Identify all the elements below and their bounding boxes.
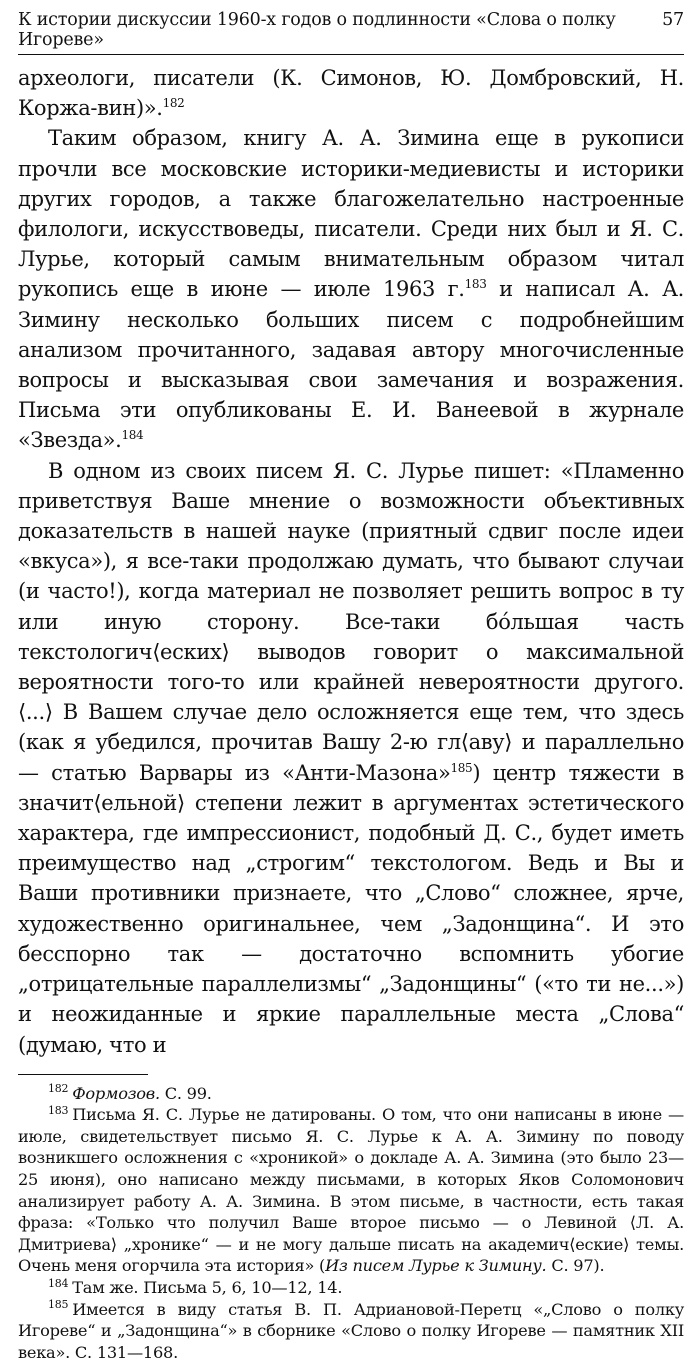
footnote-185-text: Имеется в виду статья В. П. Адриановой-Перетц «„Слово о полку Игореве“ и „Задонщина“» в сборнике «Слово о полку Игореве — памятник XII века». С. 131—168. <box>18 1299 684 1362</box>
footnote-ref-183[interactable]: 183 <box>464 277 487 292</box>
footnote-182-number: 182 <box>48 1082 69 1096</box>
paragraph-2 <box>18 123 684 455</box>
footnote-182-text: С. 99. <box>159 1083 212 1103</box>
footnote-ref-185[interactable]: 185 <box>450 760 473 775</box>
footnote-183-number: 183 <box>48 1103 69 1117</box>
footnote-ref-182[interactable]: 182 <box>162 96 185 111</box>
body-text <box>18 63 684 1060</box>
page-number: 57 <box>662 10 684 30</box>
footnotes <box>18 1083 684 1363</box>
running-head <box>18 10 684 55</box>
footnote-184 <box>18 1277 684 1299</box>
paragraph-2-text-b: и написал А. А. Зимину несколько больших писем с подробнейшим анализом прочитанного, задавая автору многочисленные вопросы и высказывая свои замечания и возражения. Письма эти опубликованы Е. И. Ванеевой в журнале «Звезда». <box>18 277 684 453</box>
footnote-183 <box>18 1104 684 1277</box>
footnote-ref-184[interactable]: 184 <box>121 428 144 443</box>
running-title: К истории дискуссии 1960-х годов о подлинности «Слова о полку Игореве» <box>18 10 616 50</box>
footnote-183-text: Письма Я. С. Лурье не датированы. О том, что они написаны в июне — июле, свидетельствует письмо Я. С. Лурье к А. А. Зимину по поводу возникшего осложнения с «хроникой» о докладе А. А. Зимина (это было 23—25 июня), оно написано между письмами, в которых Яков Соломонович анализирует работу А. А. Зимина. В этом письме, в частности, есть такая фраза: «Только что получил Ваше второе письмо — о Левиной ⟨Л. А. Дмитриева⟩ „хронике“ — и не могу дальше писать на академич⟨еские⟩ темы. Очень меня огорчила эта история» ( <box>18 1105 684 1276</box>
paragraph-2-text-a: Таким образом, книгу А. А. Зимина еще в рукописи прочли все московские историки-медиевисты и историки других городов, а также благожелательно настроенные филологи, искусствоведы, писатели. Среди них был и Я. С. Лурье, который самым внимательным образом читал рукопись еще в июне — июле 1963 г. <box>18 126 684 302</box>
paragraph-3 <box>18 456 684 1060</box>
footnote-185-number: 185 <box>48 1298 69 1312</box>
footnote-184-text: Там же. Письма 5, 6, 10—12, 14. <box>72 1278 343 1298</box>
footnote-183-text-end: С. 97). <box>546 1256 605 1276</box>
footnote-divider <box>18 1074 148 1075</box>
footnote-185 <box>18 1299 684 1363</box>
footnote-184-number: 184 <box>48 1276 69 1290</box>
paragraph-1-text: археологи, писатели (К. Симонов, Ю. Домбровский, Н. Коржа-вин)». <box>18 66 684 121</box>
book-page <box>18 10 684 1363</box>
footnote-182-author: Формозов. <box>72 1083 160 1103</box>
footnote-182 <box>18 1083 684 1105</box>
paragraph-3-text-b: ) центр тяжести в значит⟨ельной⟩ степени лежит в аргументах эстетического характера, где импрессионист, подобный Д. С., будет иметь преимущество над „строгим“ текстологом. Ведь и Вы и Ваши противники признаете, что „Слово“ сложнее, ярче, художественно оригинальнее, чем „Задонщина“. И это бесспорно так — достаточно вспомнить убогие „отрицательные параллелизмы“ „Задонщины“ («то ти не...») и неожиданные и яркие параллельные места „Слова“ (думаю, что и <box>18 760 684 1057</box>
footnote-183-source: Из писем Лурье к Зимину. <box>325 1256 547 1276</box>
paragraph-1 <box>18 63 684 123</box>
paragraph-3-text-a: В одном из своих писем Я. С. Лурье пишет: «Пламенно приветствуя Ваше мнение о возможности объективных доказательств в нашей науке (приятный сдвиг после идеи «вкуса»), я все-таки продолжаю думать, что бывают случаи (и часто!), когда материал не позволяет решить вопрос в ту или иную сторону. Все-таки бóльшая часть текстологич⟨еских⟩ выводов говорит о максимальной вероятности того-то или крайней невероятности другого. ⟨...⟩ В Вашем случае дело осложняется еще тем, что здесь (как я убедился, прочитав Вашу 2-ю гл⟨аву⟩ и параллельно — статью Варвары из «Анти-Мазона» <box>18 458 684 785</box>
